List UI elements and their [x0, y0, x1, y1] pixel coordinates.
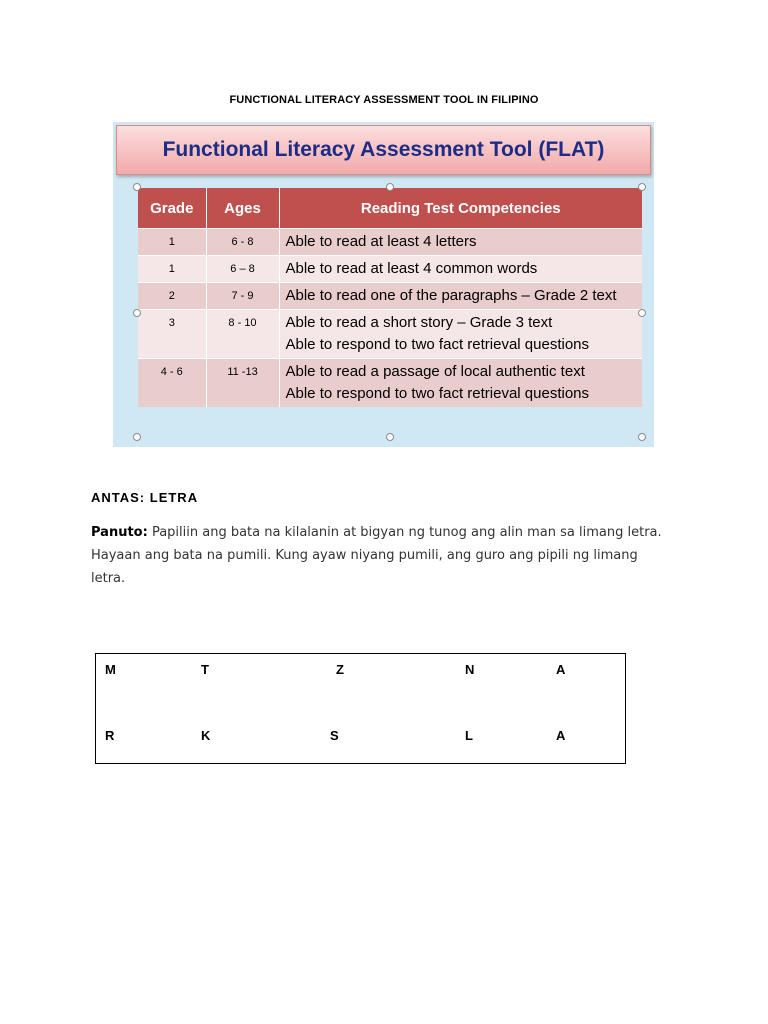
table-header-row [138, 188, 642, 229]
cell-competency [279, 310, 642, 359]
cell-ages: 6 - 8 [206, 229, 279, 256]
competency-line: Able to read one of the paragraphs – Grade 2 text [285, 287, 617, 304]
flat-table [138, 188, 642, 407]
cell-ages: 6 – 8 [206, 256, 279, 283]
letter: L [465, 728, 473, 743]
cell-grade: 1 [138, 256, 206, 283]
resize-handle-bottom-left[interactable] [133, 433, 141, 441]
cell-competency [279, 359, 642, 408]
cell-competency [279, 256, 642, 283]
competency-line: Able to respond to two fact retrieval questions [285, 336, 590, 353]
cell-grade: 1 [138, 229, 206, 256]
letter: A [556, 728, 566, 743]
header-ages: Ages [206, 188, 279, 229]
letter: Z [336, 662, 344, 677]
letter: R [105, 728, 115, 743]
competency-line: Able to respond to two fact retrieval questions [285, 385, 590, 402]
document-title: FUNCTIONAL LITERACY ASSESSMENT TOOL IN FILIPINO [229, 94, 539, 106]
resize-handle-top-middle[interactable] [386, 183, 394, 191]
header-grade: Grade [138, 188, 206, 229]
level-title: ANTAS: LETRA [91, 490, 199, 505]
cell-competency [279, 229, 642, 256]
flat-banner: Functional Literacy Assessment Tool (FLAT) [116, 125, 651, 175]
letter: K [201, 728, 211, 743]
resize-handle-middle-left[interactable] [133, 309, 141, 317]
resize-handle-top-left[interactable] [133, 183, 141, 191]
cell-ages: 7 - 9 [206, 283, 279, 310]
table-row [138, 359, 642, 408]
instruction-label: Panuto: [91, 525, 148, 540]
letters-box [95, 653, 626, 764]
competency-line: Able to read at least 4 letters [285, 233, 477, 250]
cell-competency [279, 283, 642, 310]
resize-handle-top-right[interactable] [638, 183, 646, 191]
cell-grade: 3 [138, 310, 206, 359]
resize-handle-middle-right[interactable] [638, 309, 646, 317]
table-row [138, 229, 642, 256]
competency-line: Able to read a short story – Grade 3 text [285, 314, 553, 331]
competency-line: Able to read at least 4 common words [285, 260, 538, 277]
instruction-paragraph [91, 521, 671, 590]
letter: N [465, 662, 475, 677]
competency-line: Able to read a passage of local authentic text [285, 363, 585, 380]
cell-grade: 2 [138, 283, 206, 310]
cell-ages: 11 -13 [206, 359, 279, 408]
flat-table-image[interactable] [113, 122, 654, 447]
letter: M [105, 662, 116, 677]
letter: S [330, 728, 339, 743]
table-row [138, 256, 642, 283]
instruction-text: Papiliin ang bata na kilalanin at bigyan ng tunog ang alin man sa limang letra. Hayaan ang bata na pumili. Kung ayaw niyang pumili, ang guro ang pipili ng limang letra. [91, 525, 662, 586]
letter: A [556, 662, 566, 677]
cell-ages: 8 - 10 [206, 310, 279, 359]
resize-handle-bottom-right[interactable] [638, 433, 646, 441]
header-competencies: Reading Test Competencies [279, 188, 642, 229]
table-row [138, 283, 642, 310]
table-row [138, 310, 642, 359]
letter: T [201, 662, 209, 677]
cell-grade: 4 - 6 [138, 359, 206, 408]
resize-handle-bottom-middle[interactable] [386, 433, 394, 441]
